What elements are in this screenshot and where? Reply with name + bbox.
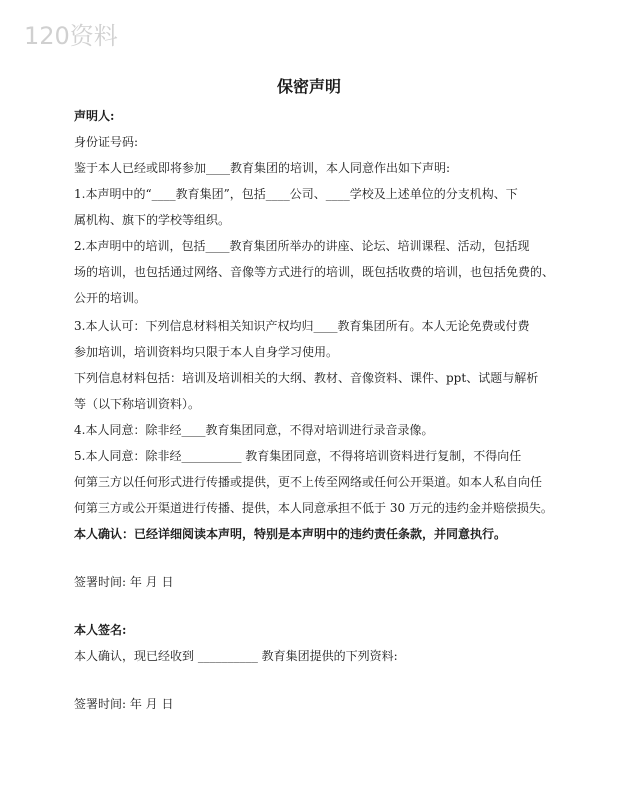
clause-3-line-1: 3.本人认可：下列信息材料相关知识产权均归____教育集团所有。本人无论免费或付费 — [74, 319, 530, 333]
clause-2-line-2: 场的培训，也包括通过网络、音像等方式进行的培训，既包括收费的培训，也包括免费的、 — [74, 265, 555, 279]
declarant-label: 声明人: — [74, 109, 115, 123]
clause-5-line-2: 何第三方以任何形式进行传播或提供，更不上传至网络或任何公开渠道。如本人私自向任 — [74, 475, 543, 489]
paragraph-intro: 鉴于本人已经或即将参加____教育集团的培训，本人同意作出如下声明: — [74, 161, 451, 175]
clause-1-line-1: 1.本声明中的“____教育集团”，包括____公司、____学校及上述单位的分支机构、下 — [74, 187, 518, 201]
signature-label: 本人签名: — [74, 623, 127, 637]
page-title: 保密声明 — [276, 77, 341, 96]
signing-date-2: 签署时间: 年 月 日 — [74, 697, 174, 711]
clause-5-line-3: 何第三方或公开渠道进行传播、提供，本人同意承担不低于 30 万元的违约金并赔偿损失。 — [74, 501, 553, 515]
clause-4: 4.本人同意：除非经____教育集团同意，不得对培训进行录音录像。 — [74, 423, 434, 437]
clause-2-line-3: 公开的培训。 — [74, 291, 147, 305]
receipt-confirmation: 本人确认，现已经收到 __________ 教育集团提供的下列资料: — [74, 649, 398, 663]
clause-1-line-2: 属机构、旗下的学校等组织。 — [74, 213, 231, 227]
clause-3-line-2: 参加培训，培训资料均只限于本人自身学习使用。 — [74, 345, 339, 359]
clause-2-line-1: 2.本声明中的培训，包括____教育集团所举办的讲座、论坛、培训课程、活动，包括现 — [74, 239, 530, 253]
watermark-logo: 120资料 — [24, 22, 118, 50]
confirmation-statement: 本人确认：已经详细阅读本声明，特别是本声明中的违约责任条款，并同意执行。 — [74, 527, 507, 541]
materials-line-2: 等（以下称培训资料）。 — [74, 397, 201, 411]
id-number-label: 身份证号码: — [74, 135, 139, 149]
clause-5-line-1: 5.本人同意：除非经__________ 教育集团同意，不得将培训资料进行复制，不得向任 — [74, 449, 522, 463]
materials-line-1: 下列信息材料包括：培训及培训相关的大纲、教材、音像资料、课件、ppt、试题与解析 — [74, 371, 539, 385]
signing-date-1: 签署时间: 年 月 日 — [74, 575, 174, 589]
